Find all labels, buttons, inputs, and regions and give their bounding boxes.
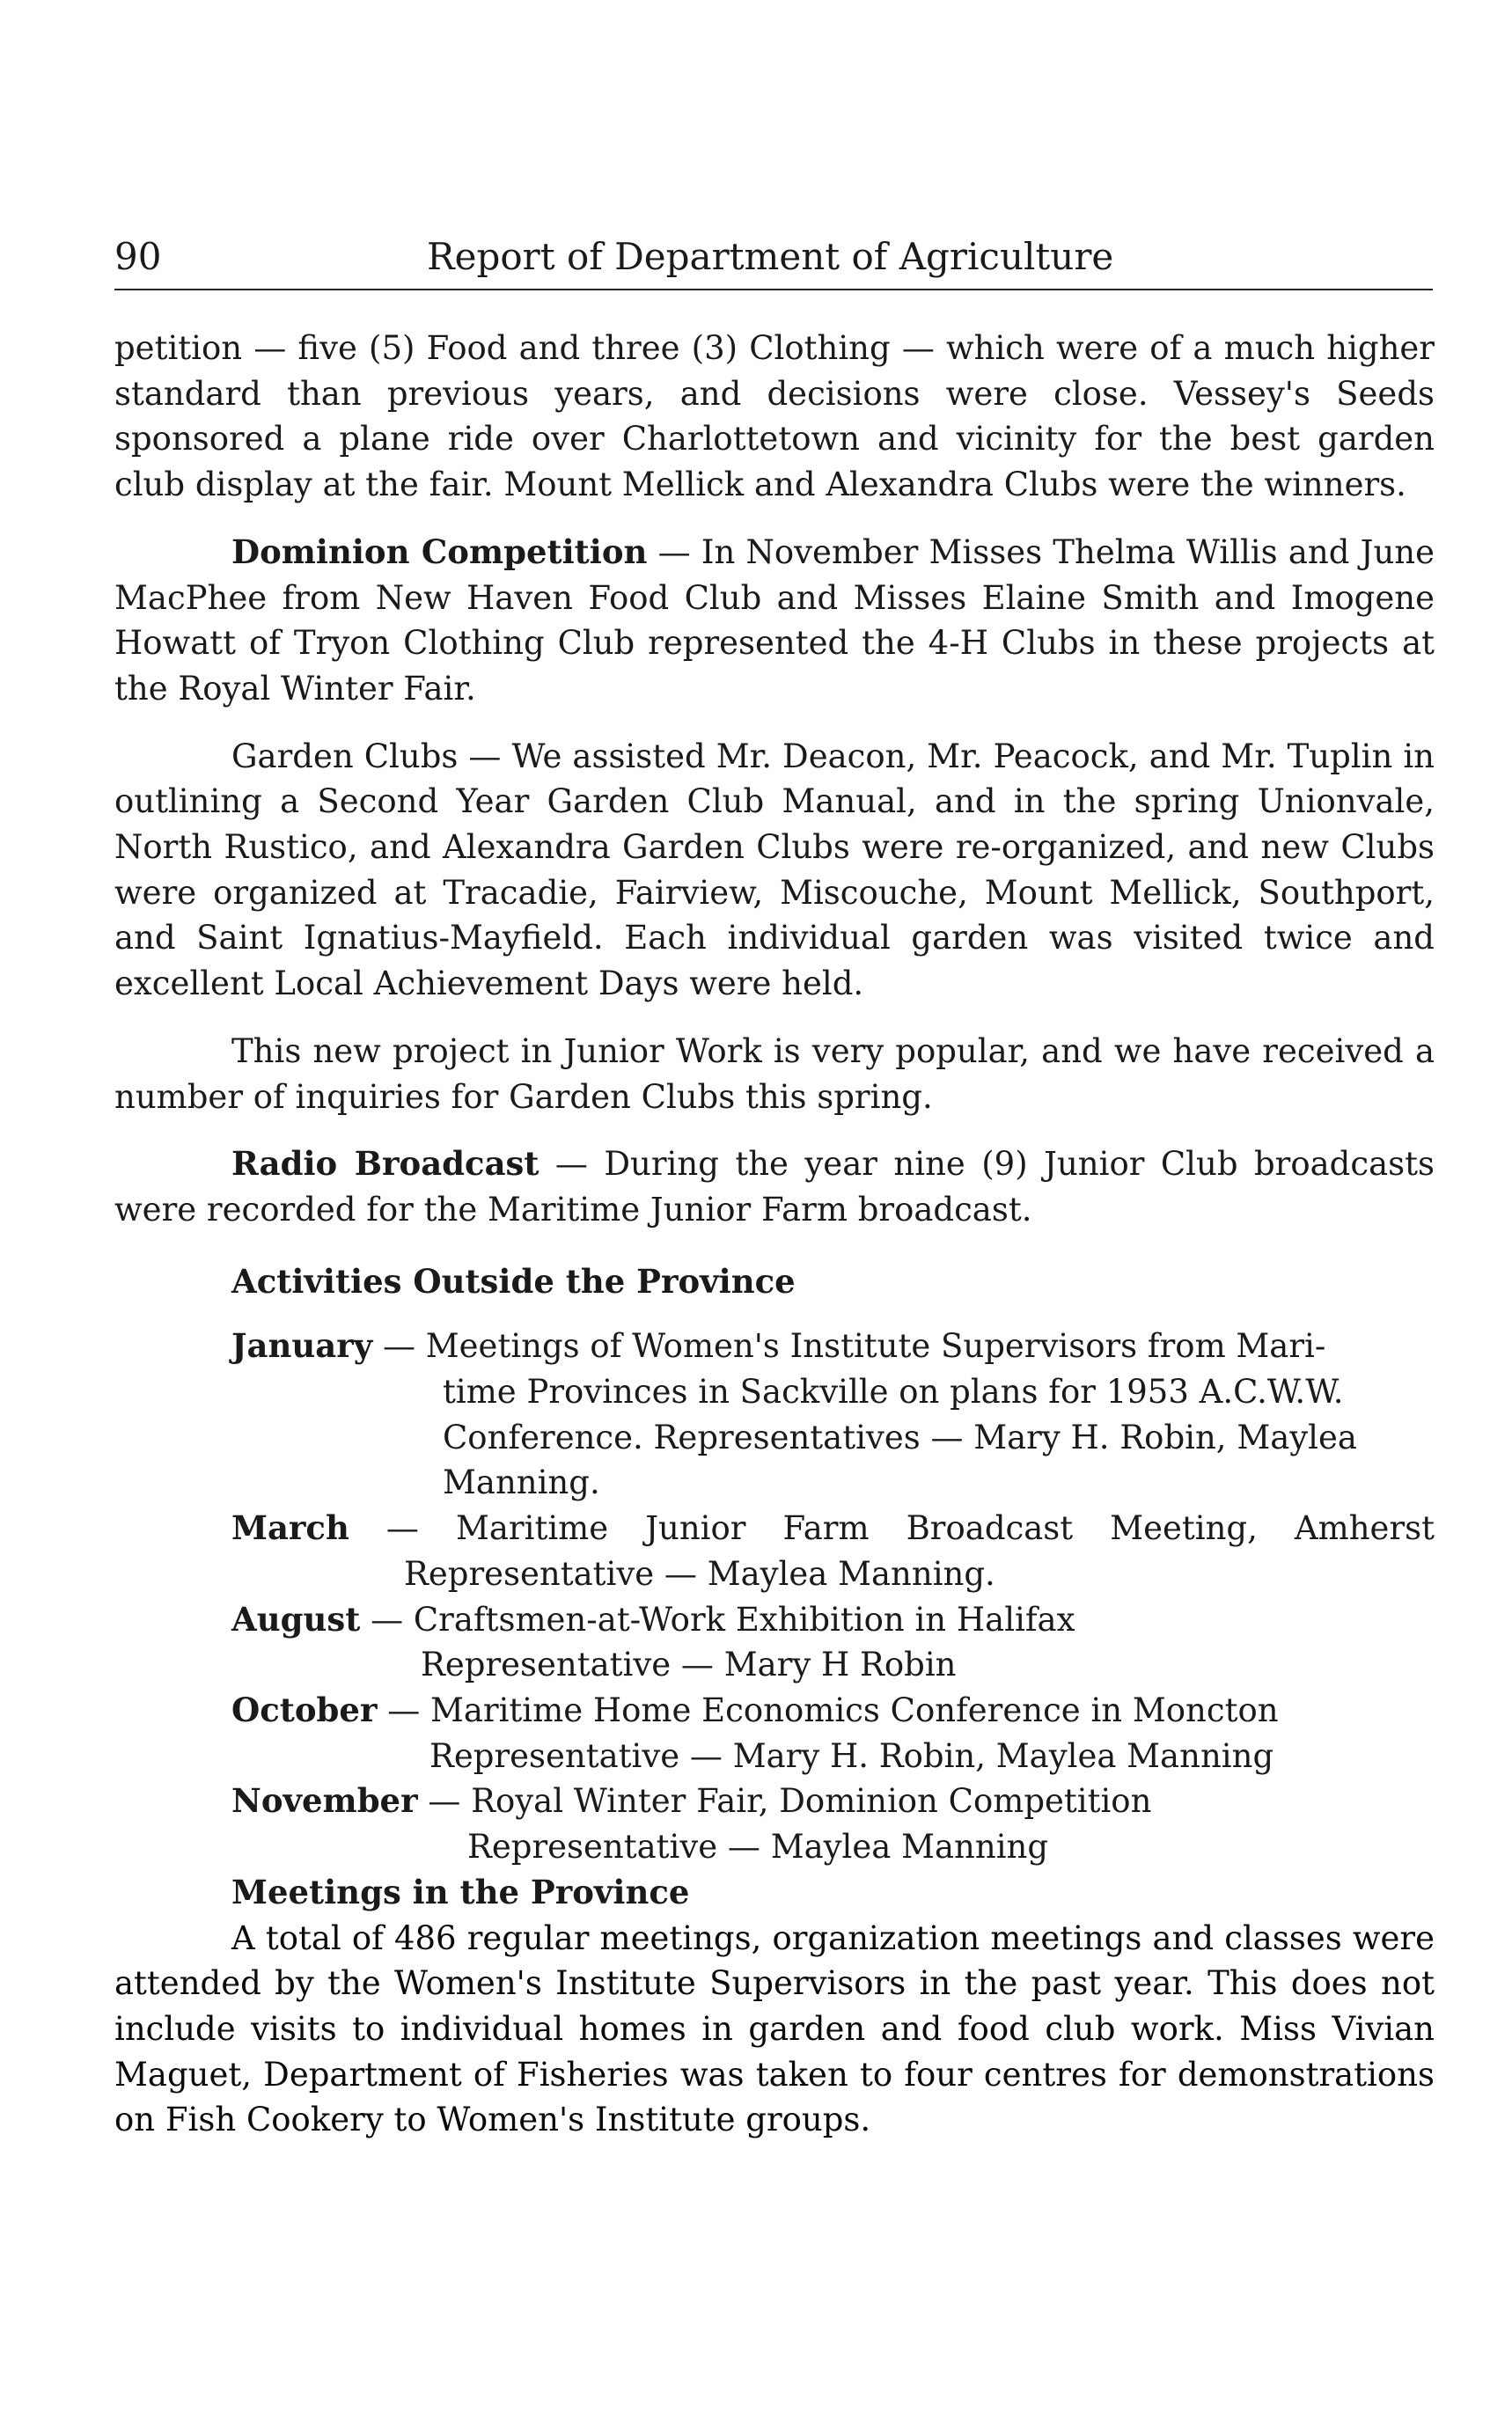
paragraph-garden-clubs: Garden Clubs — We assisted Mr. Deacon, Mr. Peacock, and Mr. Tuplin in outlining a Second Year Garden Club Manual, and in the spring Unionvale, North Rustico, and Alexandra Garden Clubs were re-organized, and new Clubs were organized at Tracadie, Fairview, Miscouche, Mount Mellick, Southport, and Saint Ignatius-Mayfield. Each individual garden was visited twice and excellent Local Achievement Days were held. xyxy=(114,737,1435,1003)
dominion-competition-text: — In November Misses Thelma Willis and June MacPhee from New Haven Food Club and Misses Elaine Smith and Imogene Howatt of Tryon Clothing Club represented the 4-H Clubs in these projects at the Royal Winter Fair. xyxy=(114,532,1435,708)
paragraph-meetings-province: A total of 486 regular meetings, organization meetings and classes were attended by the Women's Institute Supervisors in the past year. This does not include visits to individual homes in garden and food club work. Miss Vivian Maguet, Department of Fisheries was taken to four centres for demonstrations on Fish Cookery to Women's Institute groups. xyxy=(114,1918,1435,2139)
entry-text: — Meetings of Women's Institute Supervisors from Mari- xyxy=(372,1327,1326,1366)
entry-month: August xyxy=(231,1599,361,1639)
entry-continuation: Representative — Maylea Manning xyxy=(467,1828,1049,1867)
entry-first-line xyxy=(231,1324,1435,1369)
radio-broadcast-text: — During the year nine (9) Junior Club broadcasts were recorded for the Maritime Junior Farm broadcast. xyxy=(114,1145,1435,1229)
list-item xyxy=(114,1597,1435,1688)
list-item xyxy=(114,1324,1435,1506)
entry-text: — Maritime Junior Farm Broadcast Meeting, Amherst xyxy=(349,1509,1435,1548)
entry-month: November xyxy=(231,1781,418,1821)
paragraph-junior-work: This new project in Junior Work is very popular, and we have received a number of inquiries for Garden Clubs this spring. xyxy=(114,1031,1435,1116)
entry-first-line xyxy=(231,1597,1435,1643)
body-text xyxy=(114,326,1435,2143)
paragraph-dominion-competition xyxy=(114,530,1435,712)
entry-continuation: Representative — Mary H. Robin, Maylea Manning xyxy=(429,1736,1274,1775)
paragraph-petition: petition — five (5) Food and three (3) Clothing — which were of a much higher standard than previous years, and decisions were close. Vessey's Seeds sponsored a plane ride over Charlottetown and vicinity for the best garden club display at the fair. Mount Mellick and Alexandra Clubs were the winners. xyxy=(114,329,1435,504)
header-rule xyxy=(114,289,1433,290)
entry-first-line xyxy=(231,1779,1435,1824)
entry-continuation: Representative — Mary H Robin xyxy=(421,1646,957,1684)
entry-continuation: time Provinces in Sackville on plans for 1953 A.C.W.W. Conference. Representatives — Mary H. Robin, Maylea Manning. xyxy=(443,1373,1357,1502)
entry-first-line xyxy=(231,1506,1435,1551)
entry-month: March xyxy=(231,1508,349,1548)
outside-province-list xyxy=(114,1324,1435,1869)
entry-first-line xyxy=(231,1688,1435,1734)
page-header xyxy=(114,231,1433,283)
meetings-province-heading: Meetings in the Province xyxy=(231,1872,690,1911)
paragraph-radio-broadcast xyxy=(114,1141,1435,1232)
dominion-competition-heading: Dominion Competition xyxy=(231,532,648,571)
entry-month: October xyxy=(231,1690,378,1729)
running-title: Report of Department of Agriculture xyxy=(427,235,1114,278)
entry-month: January xyxy=(231,1326,373,1366)
list-item xyxy=(114,1779,1435,1869)
page-number: 90 xyxy=(114,235,162,278)
radio-broadcast-heading: Radio Broadcast xyxy=(231,1144,539,1184)
entry-text: — Craftsmen-at-Work Exhibition in Halifax xyxy=(360,1600,1075,1639)
list-item xyxy=(114,1506,1435,1596)
outside-province-heading: Activities Outside the Province xyxy=(231,1261,796,1301)
list-item xyxy=(114,1688,1435,1779)
entry-continuation: Representative — Maylea Manning. xyxy=(404,1554,995,1593)
entry-text: — Maritime Home Economics Conference in Moncton xyxy=(377,1691,1279,1729)
entry-text: — Royal Winter Fair, Dominion Competition xyxy=(417,1782,1152,1821)
